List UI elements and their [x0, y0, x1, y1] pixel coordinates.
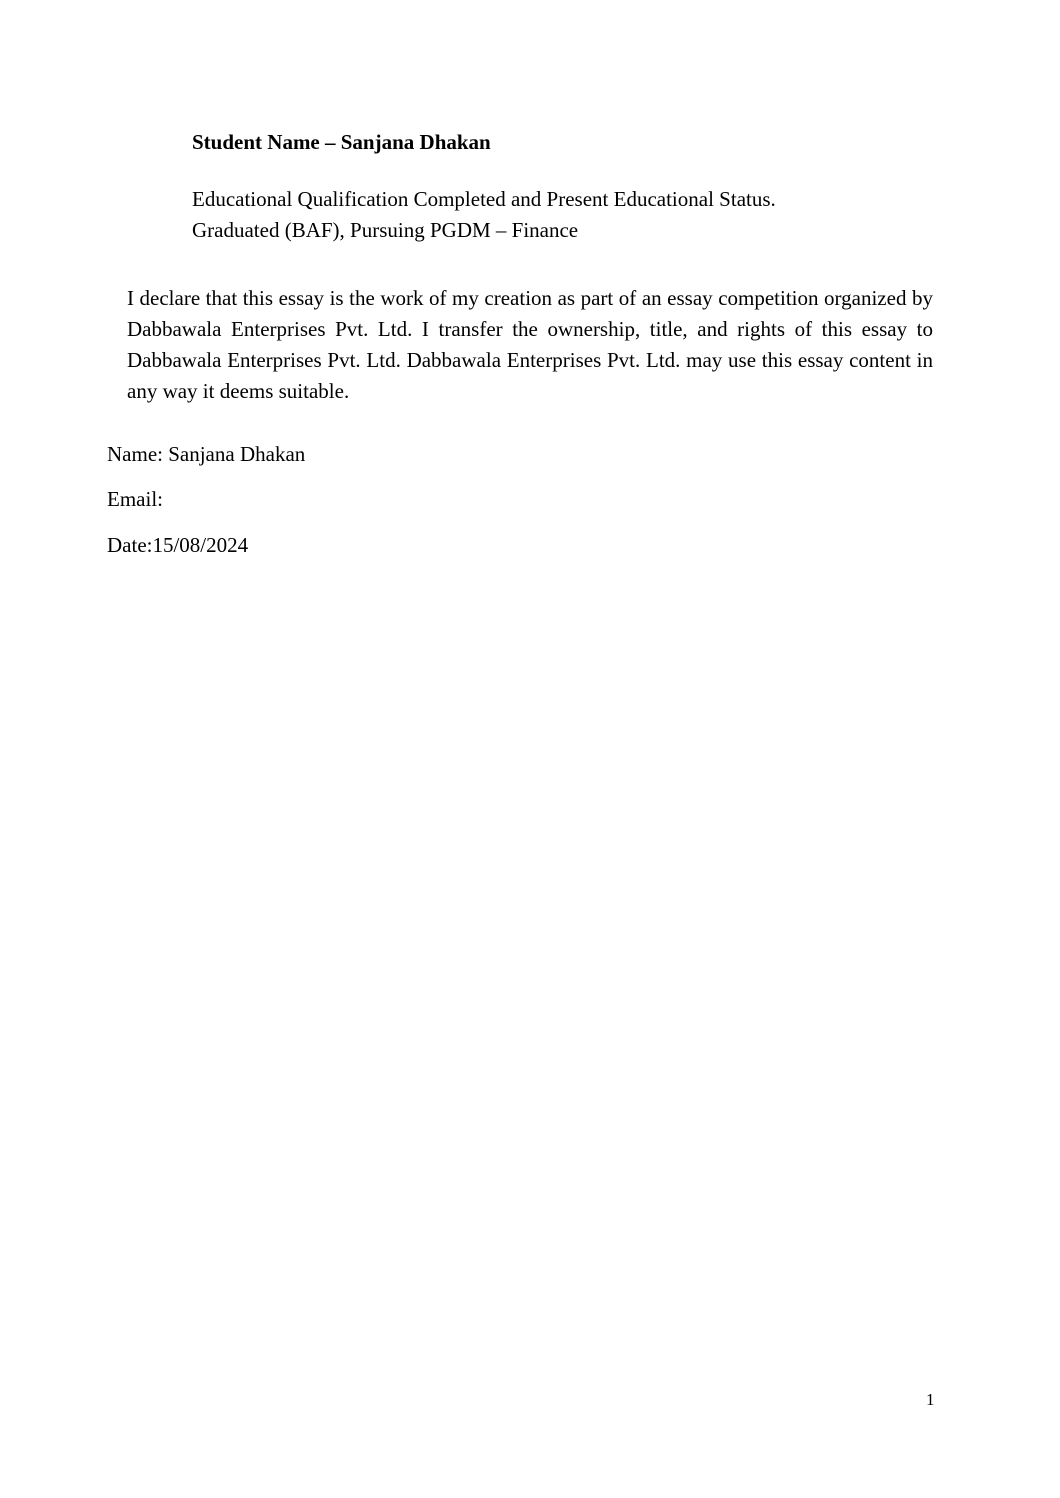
- page-number: 1: [926, 1390, 935, 1409]
- education-line-2: Graduated (BAF), Pursuing PGDM – Finance: [192, 218, 579, 242]
- email-field: Email:: [107, 487, 163, 511]
- student-name-heading: Student Name – Sanjana Dhakan: [192, 130, 491, 154]
- name-field: Name: Sanjana Dhakan: [107, 442, 306, 466]
- date-field: Date:15/08/2024: [107, 533, 249, 557]
- declaration-paragraph: I declare that this essay is the work of my creation as part of an essay competition organized by Dabbawala Enterprises Pvt. Ltd. I transfer the ownership, title, and rights of this essay to Dabbawala Enterprises Pvt. Ltd. Dabbawala Enterprises Pvt. Ltd. may use this essay content in any way it deems suitable.: [127, 286, 933, 403]
- education-line-1: Educational Qualification Completed and Present Educational Status.: [192, 187, 776, 211]
- education-block: [192, 184, 776, 246]
